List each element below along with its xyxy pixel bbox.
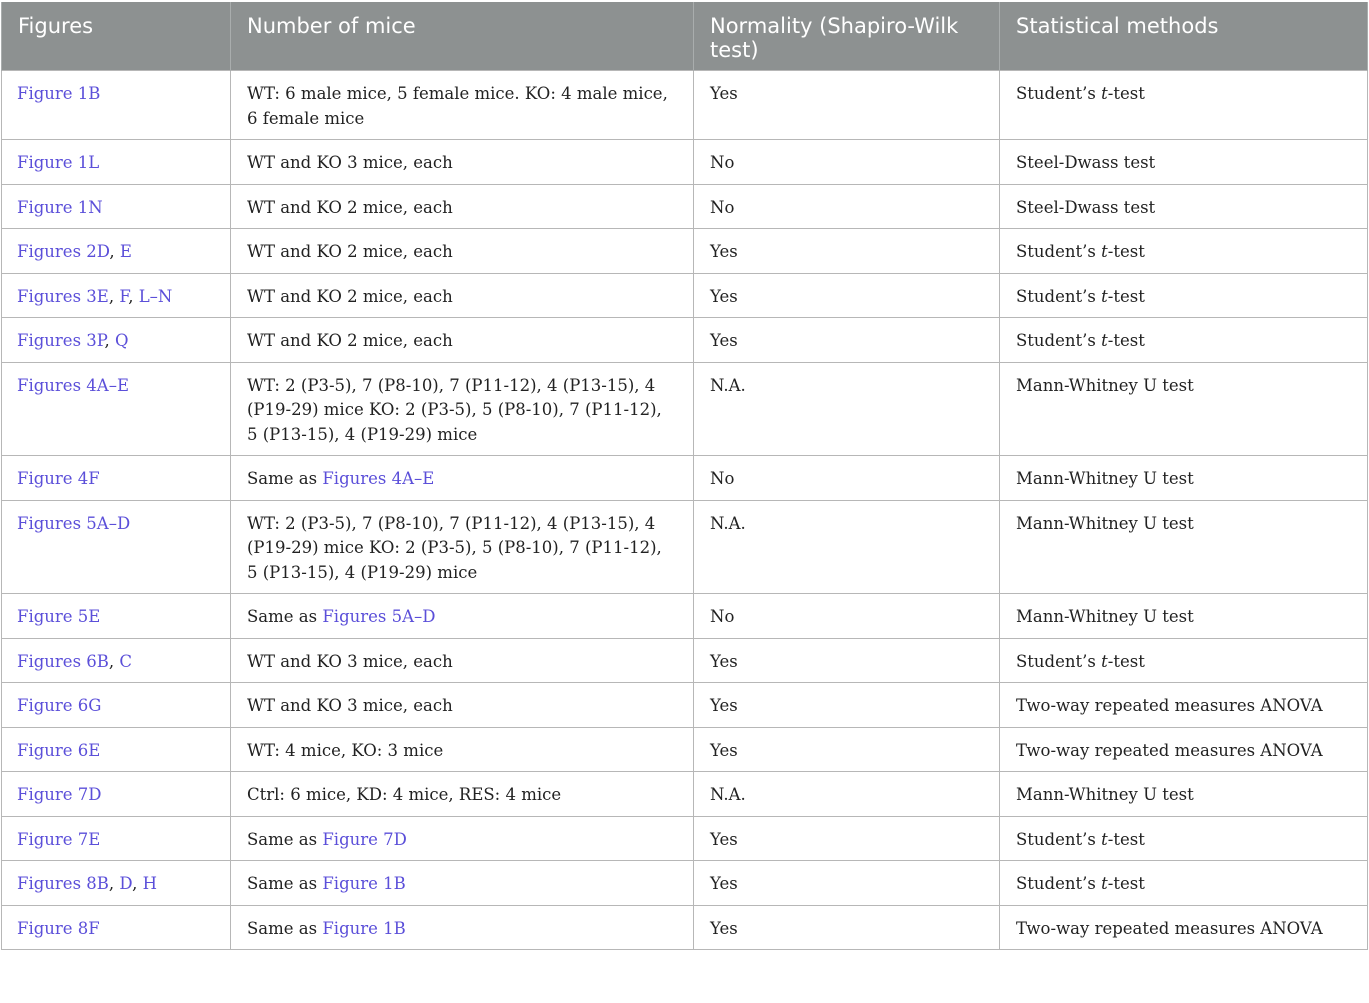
cell-text: Ctrl: 6 mice, KD: 4 mice, RES: 4 mice	[247, 785, 562, 804]
cell-number-of-mice	[231, 229, 694, 274]
table-row	[2, 727, 1368, 772]
cell-figures	[2, 362, 231, 456]
cell-figures	[2, 727, 231, 772]
cell-statistical-method	[1000, 273, 1368, 318]
cell-number-of-mice	[231, 727, 694, 772]
figure-link[interactable]: L–N	[138, 286, 173, 306]
figure-link[interactable]: Figure 6E	[17, 740, 101, 760]
header-row	[2, 2, 1368, 71]
figure-link[interactable]: H	[142, 874, 157, 893]
header-normality: Normality (Shapiro-Wilk test)	[694, 2, 1000, 71]
cell-text: ,	[108, 286, 120, 306]
italic-text: t	[1101, 242, 1108, 261]
cell-statistical-method	[1000, 318, 1368, 363]
cell-text: -test	[1107, 331, 1145, 350]
cell-statistical-method	[1000, 861, 1368, 906]
cell-text: -test	[1107, 242, 1145, 261]
cell-text: -test	[1107, 874, 1145, 893]
figure-link[interactable]: Figure 1B	[322, 874, 406, 893]
cell-text: Mann-Whitney U test	[1016, 375, 1194, 395]
cell-figures	[2, 71, 231, 140]
cell-text: Student’s	[1016, 874, 1102, 893]
cell-statistical-method	[1000, 816, 1368, 861]
cell-statistical-method	[1000, 140, 1368, 185]
cell-text: WT: 4 mice, KO: 3 mice	[247, 740, 444, 760]
cell-text: WT and KO 2 mice, each	[247, 286, 453, 306]
cell-statistical-method	[1000, 638, 1368, 683]
italic-text: t	[1101, 874, 1108, 893]
cell-normality: No	[694, 184, 1000, 229]
italic-text: t	[1101, 286, 1108, 306]
cell-text: Student’s	[1016, 286, 1102, 306]
cell-text: Steel-Dwass test	[1016, 197, 1156, 217]
table-row	[2, 140, 1368, 185]
table-row	[2, 500, 1368, 594]
table-row	[2, 861, 1368, 906]
cell-figures	[2, 594, 231, 639]
cell-text: Student’s	[1016, 829, 1102, 849]
cell-figures	[2, 140, 231, 185]
cell-normality: No	[694, 140, 1000, 185]
table-row	[2, 229, 1368, 274]
figure-link[interactable]: Figure 7E	[17, 829, 101, 849]
cell-statistical-method	[1000, 456, 1368, 501]
cell-statistical-method	[1000, 683, 1368, 728]
figure-link[interactable]: Figures 4A–E	[17, 375, 129, 395]
cell-text: Steel-Dwass test	[1016, 153, 1156, 172]
cell-text: ,	[128, 286, 139, 306]
cell-text: ,	[132, 874, 143, 893]
cell-figures	[2, 638, 231, 683]
cell-text: ,	[108, 874, 120, 893]
cell-text: WT: 2 (P3-5), 7 (P8-10), 7 (P11-12), 4 (P13-15), 4 (P19-29) mice KO: 2 (P3-5), 5 (P8-10), 7 (P11-12), 5 (P13-15), 4 (P19-29) mice	[247, 375, 662, 444]
cell-text: Same as	[247, 918, 323, 938]
cell-text: -test	[1107, 286, 1145, 306]
figure-link[interactable]: C	[119, 651, 133, 671]
cell-number-of-mice	[231, 861, 694, 906]
cell-normality: Yes	[694, 816, 1000, 861]
table-header	[2, 2, 1368, 71]
cell-text: WT and KO 2 mice, each	[247, 242, 453, 261]
cell-statistical-method	[1000, 71, 1368, 140]
cell-figures	[2, 683, 231, 728]
cell-text: Student’s	[1016, 242, 1102, 261]
figure-link[interactable]: Figure 7D	[17, 785, 102, 804]
cell-normality: No	[694, 594, 1000, 639]
cell-number-of-mice	[231, 456, 694, 501]
table-row	[2, 362, 1368, 456]
cell-statistical-method	[1000, 727, 1368, 772]
cell-text: WT and KO 3 mice, each	[247, 696, 453, 715]
cell-statistical-method	[1000, 184, 1368, 229]
cell-text: -test	[1107, 651, 1145, 671]
figure-link[interactable]: E	[119, 242, 132, 261]
cell-normality: Yes	[694, 273, 1000, 318]
table-row	[2, 594, 1368, 639]
header-figures: Figures	[2, 2, 231, 71]
cell-text: Mann-Whitney U test	[1016, 513, 1194, 533]
cell-figures	[2, 905, 231, 950]
cell-normality: N.A.	[694, 772, 1000, 817]
cell-text: Student’s	[1016, 84, 1102, 103]
figure-link[interactable]: Figure 1N	[17, 197, 103, 217]
table-row	[2, 318, 1368, 363]
figure-link[interactable]: Figures 2D	[17, 242, 110, 261]
cell-text: WT and KO 3 mice, each	[247, 651, 453, 671]
cell-normality: Yes	[694, 727, 1000, 772]
cell-number-of-mice	[231, 638, 694, 683]
cell-figures	[2, 456, 231, 501]
figure-link[interactable]: Figures 3P	[17, 331, 105, 350]
cell-text: WT and KO 2 mice, each	[247, 197, 453, 217]
cell-normality: Yes	[694, 229, 1000, 274]
cell-text: Two-way repeated measures ANOVA	[1016, 696, 1323, 715]
statistics-table	[1, 2, 1368, 950]
figure-link[interactable]: Figure 5E	[17, 607, 101, 626]
cell-statistical-method	[1000, 500, 1368, 594]
cell-normality: N.A.	[694, 362, 1000, 456]
cell-number-of-mice	[231, 772, 694, 817]
italic-text: t	[1101, 829, 1108, 849]
cell-text: WT and KO 2 mice, each	[247, 331, 453, 350]
cell-text: WT and KO 3 mice, each	[247, 153, 453, 172]
cell-number-of-mice	[231, 318, 694, 363]
cell-statistical-method	[1000, 229, 1368, 274]
cell-text: ,	[108, 651, 120, 671]
cell-figures	[2, 184, 231, 229]
cell-text: -test	[1107, 829, 1145, 849]
table-row	[2, 772, 1368, 817]
cell-number-of-mice	[231, 184, 694, 229]
italic-text: t	[1101, 84, 1108, 103]
cell-normality: N.A.	[694, 500, 1000, 594]
cell-normality: Yes	[694, 905, 1000, 950]
cell-number-of-mice	[231, 71, 694, 140]
cell-normality: Yes	[694, 71, 1000, 140]
figure-link[interactable]: Figures 3E	[17, 286, 109, 306]
cell-text: Two-way repeated measures ANOVA	[1016, 918, 1323, 938]
figure-link[interactable]: Figures 5A–D	[322, 607, 436, 626]
figure-link[interactable]: Figure 8F	[17, 918, 100, 938]
figure-link[interactable]: F	[119, 286, 129, 306]
cell-statistical-method	[1000, 594, 1368, 639]
cell-text: WT: 2 (P3-5), 7 (P8-10), 7 (P11-12), 4 (P13-15), 4 (P19-29) mice KO: 2 (P3-5), 5 (P8-10), 7 (P11-12), 5 (P13-15), 4 (P19-29) mice	[247, 513, 662, 582]
figure-link[interactable]: Figures 4A–E	[322, 469, 435, 488]
figure-link[interactable]: Figure 1B	[322, 918, 406, 938]
cell-statistical-method	[1000, 772, 1368, 817]
figure-link[interactable]: Figure 7D	[322, 829, 407, 849]
figure-link[interactable]: Figures 6B	[17, 651, 109, 671]
cell-number-of-mice	[231, 594, 694, 639]
cell-text: Mann-Whitney U test	[1016, 469, 1194, 488]
cell-normality: Yes	[694, 318, 1000, 363]
cell-figures	[2, 772, 231, 817]
cell-normality: Yes	[694, 861, 1000, 906]
table-row	[2, 905, 1368, 950]
cell-text: Same as	[247, 469, 323, 488]
cell-normality: Yes	[694, 683, 1000, 728]
header-statistical-methods: Statistical methods	[1000, 2, 1368, 71]
table-row	[2, 273, 1368, 318]
cell-figures	[2, 229, 231, 274]
figure-link[interactable]: Figure 1B	[17, 84, 101, 103]
cell-text: Mann-Whitney U test	[1016, 785, 1194, 804]
table-row	[2, 638, 1368, 683]
cell-number-of-mice	[231, 816, 694, 861]
cell-normality: Yes	[694, 638, 1000, 683]
figure-link[interactable]: Figures 8B	[17, 874, 109, 893]
table-body	[2, 71, 1368, 950]
table-row	[2, 683, 1368, 728]
cell-text: Student’s	[1016, 651, 1102, 671]
figure-link[interactable]: Figure 6G	[17, 696, 102, 715]
figure-link[interactable]: Figure 1L	[17, 153, 100, 172]
cell-number-of-mice	[231, 500, 694, 594]
cell-text: -test	[1107, 84, 1145, 103]
cell-text: Two-way repeated measures ANOVA	[1016, 740, 1323, 760]
cell-text: ,	[104, 331, 116, 350]
header-number-of-mice: Number of mice	[231, 2, 694, 71]
table-row	[2, 816, 1368, 861]
cell-text: Same as	[247, 829, 323, 849]
italic-text: t	[1101, 651, 1108, 671]
cell-text: ,	[109, 242, 120, 261]
cell-figures	[2, 861, 231, 906]
cell-text: Student’s	[1016, 331, 1102, 350]
cell-normality: No	[694, 456, 1000, 501]
italic-text: t	[1101, 331, 1108, 350]
cell-figures	[2, 318, 231, 363]
cell-number-of-mice	[231, 273, 694, 318]
figure-link[interactable]: Figure 4F	[17, 469, 100, 488]
figure-link[interactable]: D	[119, 874, 133, 893]
cell-text: Same as	[247, 874, 323, 893]
cell-number-of-mice	[231, 140, 694, 185]
table-row	[2, 456, 1368, 501]
cell-statistical-method	[1000, 905, 1368, 950]
figure-link[interactable]: Q	[115, 331, 129, 350]
figure-link[interactable]: Figures 5A–D	[17, 513, 131, 533]
cell-figures	[2, 273, 231, 318]
table-row	[2, 184, 1368, 229]
cell-text: Same as	[247, 607, 323, 626]
cell-figures	[2, 816, 231, 861]
cell-statistical-method	[1000, 362, 1368, 456]
cell-text: Mann-Whitney U test	[1016, 607, 1194, 626]
table-row	[2, 71, 1368, 140]
cell-number-of-mice	[231, 905, 694, 950]
cell-text: WT: 6 male mice, 5 female mice. KO: 4 male mice, 6 female mice	[247, 84, 668, 128]
cell-number-of-mice	[231, 362, 694, 456]
cell-figures	[2, 500, 231, 594]
cell-number-of-mice	[231, 683, 694, 728]
